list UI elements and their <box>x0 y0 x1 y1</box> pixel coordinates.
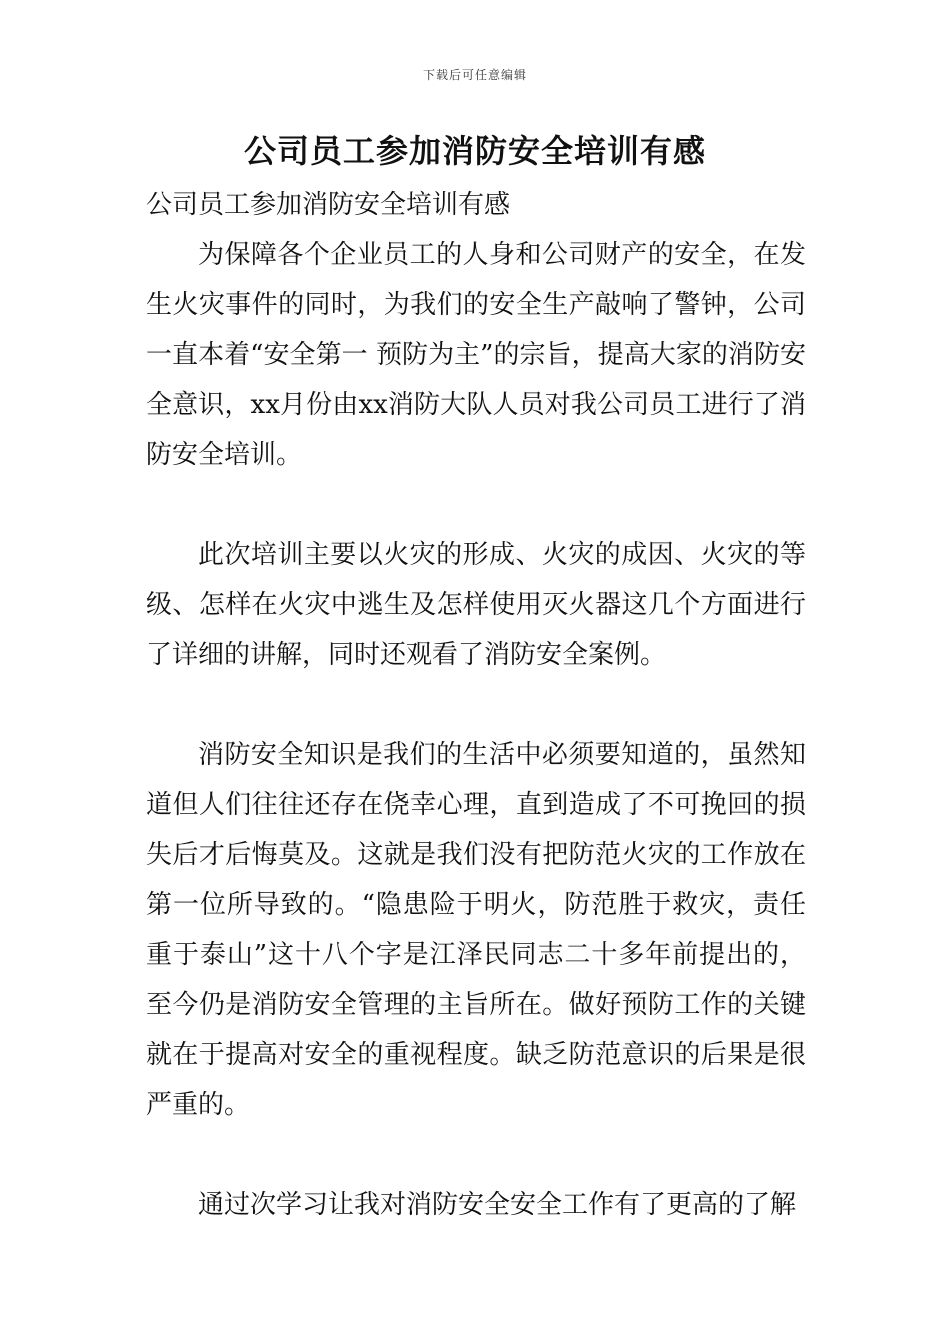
document-body <box>146 180 806 1280</box>
paragraph-4: 通过次学习让我对消防安全安全工作有了更高的了解 <box>198 1190 797 1220</box>
paragraph-3: 消防安全知识是我们的生活中必须要知道的，虽然知道但人们往往还存在侥幸心理，直到造成了不可挽回的损失后才后悔莫及。这就是我们没有把防范火灾的工作放在第一位所导致的。“隐患险于明火，防范胜于救灾，责任重于泰山”这十八个字是江泽民同志二十多年前提出的，至今仍是消防安全管理的主旨所在。做好预防工作的关键就在于提高对安全的重视程度。缺乏防范意识的后果是很严重的。 <box>146 740 806 1120</box>
header-note: 下载后可任意编辑 <box>422 68 527 82</box>
document-title: 公司员工参加消防安全培训有感 <box>243 132 706 170</box>
paragraph-2: 此次培训主要以火灾的形成、火灾的成因、火灾的等级、怎样在火灾中逃生及怎样使用灭火器这几个方面进行了详细的讲解，同时还观看了消防安全案例。 <box>146 540 806 670</box>
paragraph-1: 为保障各个企业员工的人身和公司财产的安全，在发生火灾事件的同时，为我们的安全生产敲响了警钟，公司一直本着“安全第一 预防为主”的宗旨，提高大家的消防安全意识，xx月份由xx消防大队人员对我公司员工进行了消防安全培训。 <box>146 240 806 470</box>
document-subtitle: 公司员工参加消防安全培训有感 <box>146 190 511 220</box>
